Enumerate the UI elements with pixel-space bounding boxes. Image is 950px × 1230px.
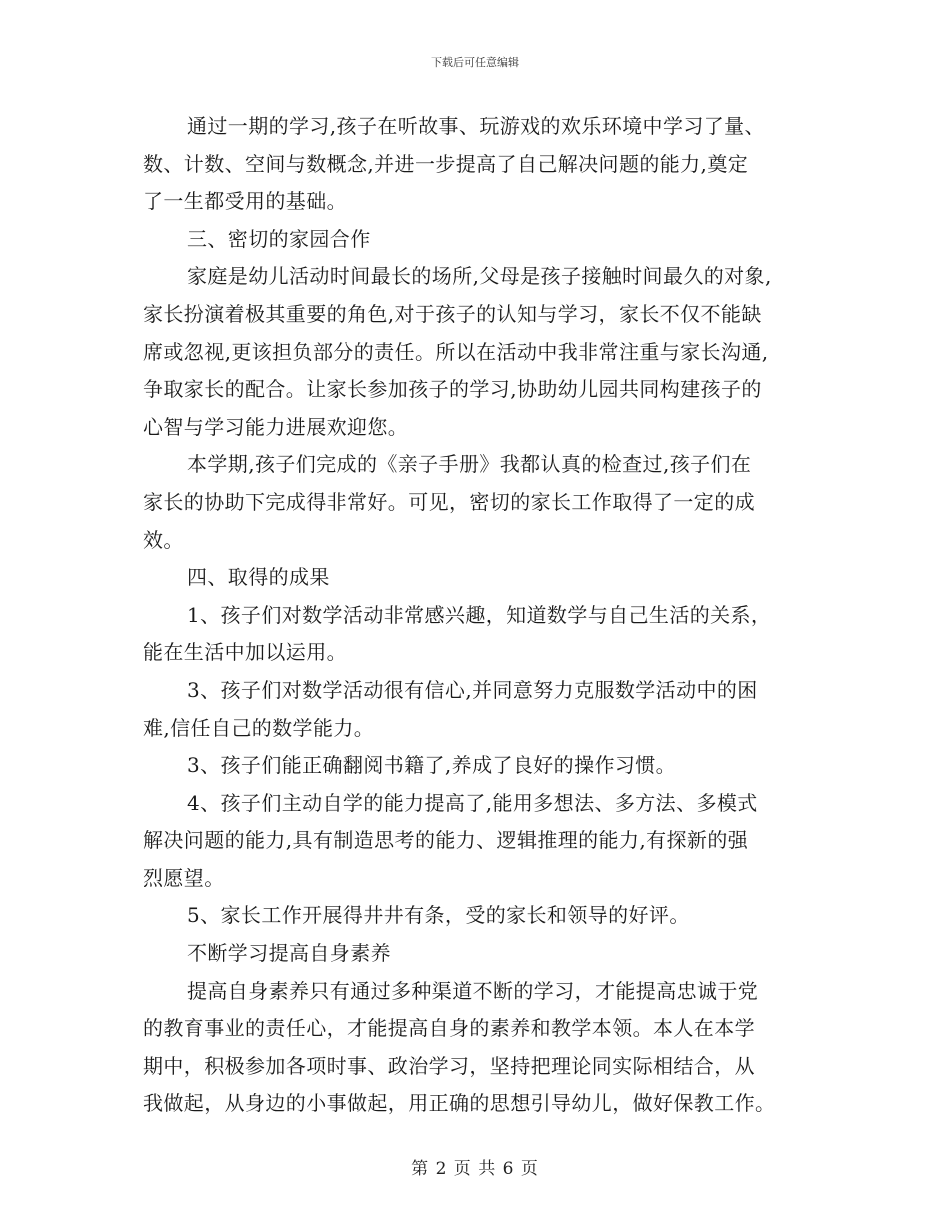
text-line: 5、家长工作开展得井井有条，受的家长和领导的好评。 xyxy=(187,903,690,928)
text-line: 难,信任自己的数学能力。 xyxy=(143,715,375,740)
text-line: 能在生活中加以运用。 xyxy=(143,640,347,665)
text-line: 3、孩子们能正确翻阅书籍了,养成了良好的操作习惯。 xyxy=(187,753,677,778)
text-line: 争取家长的配合。让家长参加孩子的学习,协助幼儿园共同构建孩子的 xyxy=(143,377,762,402)
text-line: 四、取得的成果 xyxy=(187,565,330,590)
header-note: 下载后可任意编辑 xyxy=(431,56,519,69)
text-line: 家长扮演着极其重要的角色,对于孩子的认知与学习，家长不仅不能缺 xyxy=(143,301,762,326)
text-line: 的教育事业的责任心，才能提高自身的素养和教学本领。本人在本学 xyxy=(143,1016,755,1041)
text-line: 本学期,孩子们完成的《亲子手册》我都认真的检查过,孩子们在 xyxy=(187,452,752,477)
text-line: 烈愿望。 xyxy=(143,865,225,890)
document-body xyxy=(143,108,811,1123)
text-line: 效。 xyxy=(143,527,184,552)
text-line: 1、孩子们对数学活动非常感兴趣，知道数学与自己生活的关系， xyxy=(187,602,772,627)
text-line: 我做起，从身边的小事做起，用正确的思想引导幼儿，做好保教工作。 xyxy=(143,1091,776,1116)
text-line: 提高自身素养只有通过多种渠道不断的学习，才能提高忠诚于党 xyxy=(187,978,759,1003)
text-line: 通过一期的学习,孩子在听故事、玩游戏的欢乐环境中学习了量、 xyxy=(187,114,765,138)
text-line: 3、孩子们对数学活动很有信心,并同意努力克服数学活动中的困 xyxy=(187,677,758,702)
text-line: 了一生都受用的基础。 xyxy=(143,189,347,214)
text-line: 家长的协助下完成得非常好。可见，密切的家长工作取得了一定的成 xyxy=(143,489,755,514)
text-line: 解决问题的能力,具有制造思考的能力、逻辑推理的能力,有探新的强 xyxy=(143,828,749,853)
text-line: 数、计数、空间与数概念,并进一步提高了自己解决问题的能力,奠定 xyxy=(143,151,749,176)
text-line: 不断学习提高自身素养 xyxy=(187,941,391,966)
text-line: 席或忽视,更该担负部分的责任。所以在活动中我非常注重与家长沟通, xyxy=(143,339,769,364)
text-line: 4、孩子们主动自学的能力提高了,能用多想法、多方法、多模式 xyxy=(187,790,758,815)
text-line: 三、密切的家园合作 xyxy=(187,226,371,251)
text-line: 期中，积极参加各项时事、政治学习，坚持把理论同实际相结合，从 xyxy=(143,1053,755,1078)
page-number: 第 2 页 共 6 页 xyxy=(411,1159,539,1179)
text-line: 心智与学习能力进展欢迎您。 xyxy=(143,414,409,439)
text-line: 家庭是幼儿活动时间最长的场所,父母是孩子接触时间最久的对象, xyxy=(187,264,772,289)
